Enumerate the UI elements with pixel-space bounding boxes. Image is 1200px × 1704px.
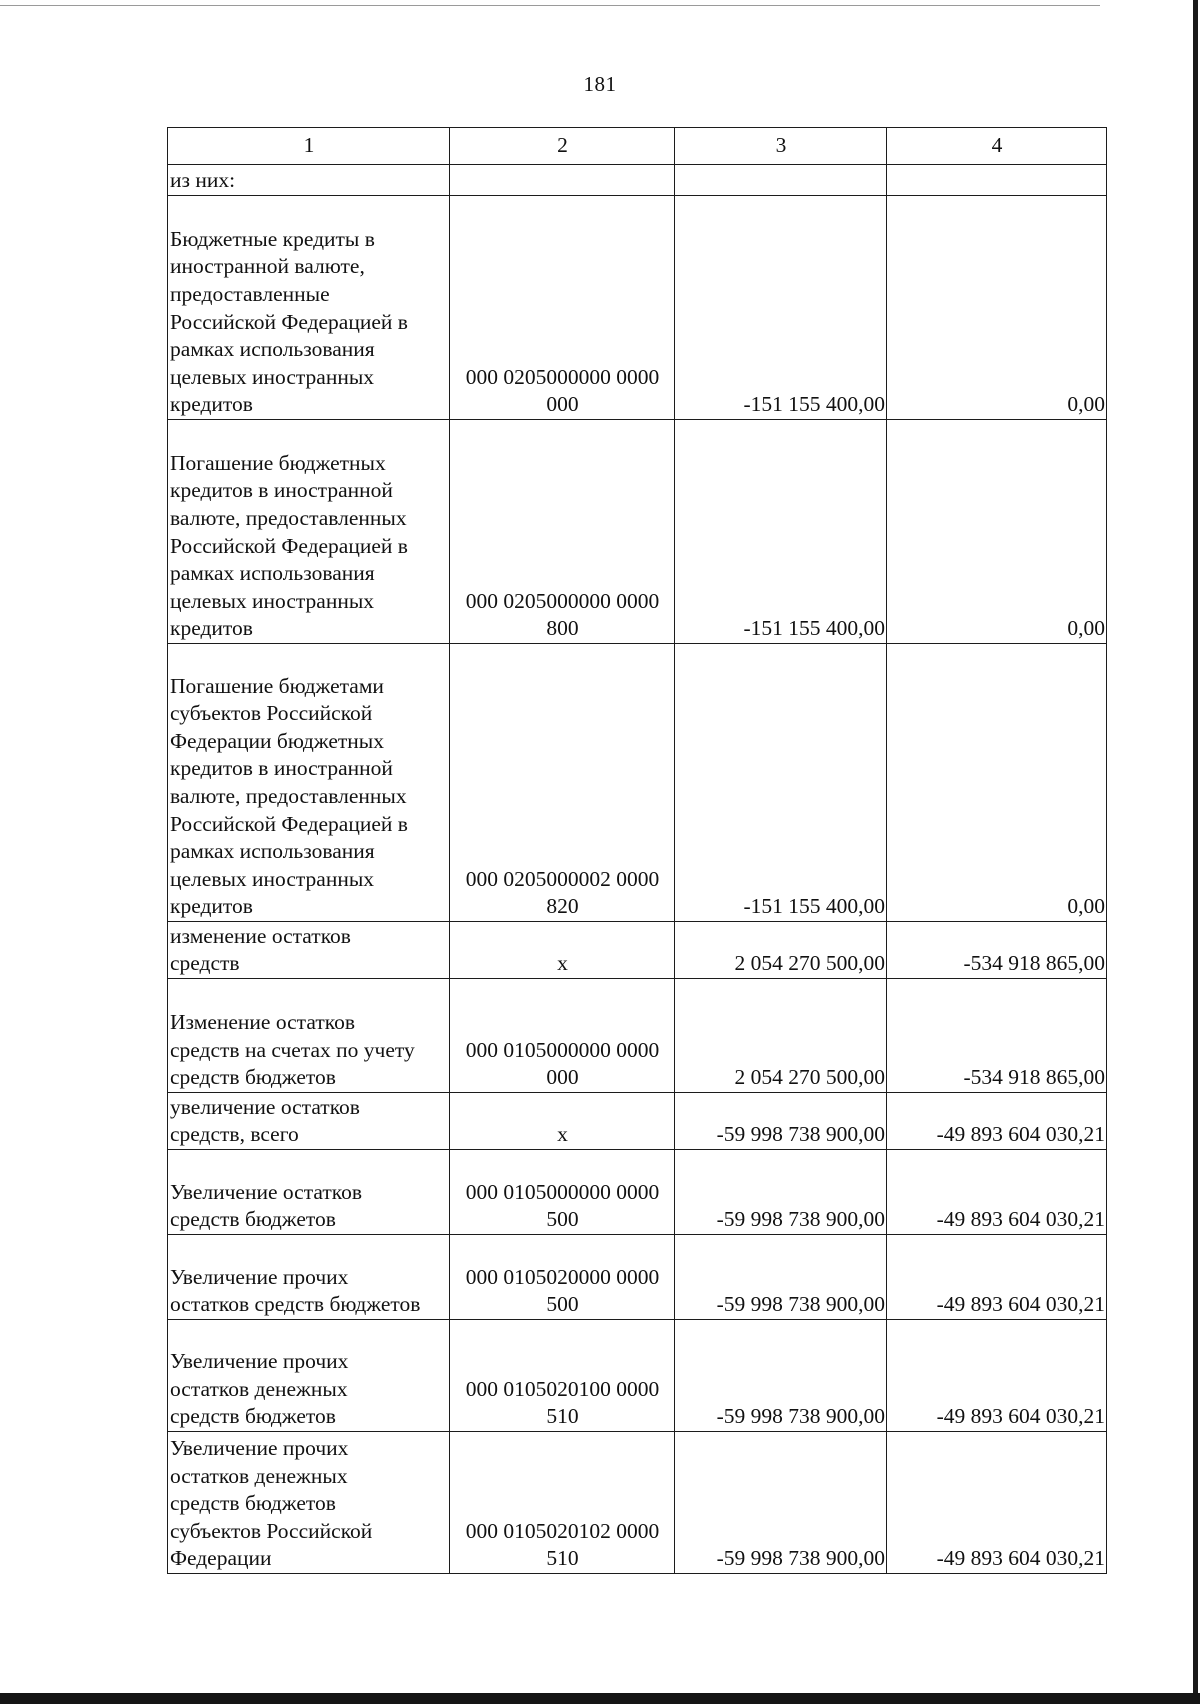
row-code-cell: 000 0105020000 0000 500 [450,1235,675,1320]
header-col-3: 3 [675,128,887,165]
row-name-cell: из них: [168,165,450,196]
row-code-cell [450,165,675,196]
scan-edge-top [0,5,1100,6]
row-col3-cell: -151 155 400,00 [675,420,887,644]
budget-table [167,127,1107,1574]
header-row [168,128,1107,165]
row-col3-cell: -59 998 738 900,00 [675,1150,887,1235]
row-col4-cell [887,165,1107,196]
row-name-cell: Бюджетные кредиты в иностранной валюте, предоставленные Российской Федерацией в рамках использования целевых иностранных кредитов [168,196,450,420]
table-row [168,196,1107,420]
table-row [168,1432,1107,1574]
row-code-cell: 000 0105020100 0000 510 [450,1320,675,1432]
row-col3-cell: 2 054 270 500,00 [675,979,887,1093]
table-row [168,922,1107,979]
row-name-cell: увеличение остатков средств, всего [168,1093,450,1150]
row-col4-cell: -49 893 604 030,21 [887,1235,1107,1320]
row-name-cell: Погашение бюджетами субъектов Российской Федерации бюджетных кредитов в иностранной валюте, предоставленных Российской Федерацией в рамках использования целевых иностранных кредитов [168,644,450,922]
row-name-cell: Изменение остатков средств на счетах по учету средств бюджетов [168,979,450,1093]
row-name-cell: изменение остатков средств [168,922,450,979]
table-row [168,165,1107,196]
row-col3-cell: -151 155 400,00 [675,644,887,922]
table-row [168,1235,1107,1320]
row-code-cell: 000 0105020102 0000 510 [450,1432,675,1574]
row-code-cell: 000 0105000000 0000 500 [450,1150,675,1235]
row-col4-cell: 0,00 [887,644,1107,922]
scan-edge-bottom [0,1693,1200,1704]
scan-edge-right [1193,0,1198,1704]
header-col-2: 2 [450,128,675,165]
row-name-cell: Увеличение прочих остатков средств бюджетов [168,1235,450,1320]
row-col3-cell: -59 998 738 900,00 [675,1093,887,1150]
row-col4-cell: -49 893 604 030,21 [887,1150,1107,1235]
row-col4-cell: -49 893 604 030,21 [887,1432,1107,1574]
row-col3-cell [675,165,887,196]
table-row [168,1093,1107,1150]
table-row [168,1150,1107,1235]
row-col4-cell: 0,00 [887,196,1107,420]
row-code-cell: х [450,922,675,979]
row-code-cell: 000 0205000000 0000 000 [450,196,675,420]
page-number: 181 [583,72,617,96]
table-row [168,1320,1107,1432]
row-col4-cell: -49 893 604 030,21 [887,1320,1107,1432]
row-name-cell: Увеличение прочих остатков денежных средств бюджетов субъектов Российской Федерации [168,1432,450,1574]
row-code-cell: 000 0105000000 0000 000 [450,979,675,1093]
row-code-cell: 000 0205000002 0000 820 [450,644,675,922]
row-col3-cell: -59 998 738 900,00 [675,1320,887,1432]
row-code-cell: х [450,1093,675,1150]
row-col3-cell: -151 155 400,00 [675,196,887,420]
row-name-cell: Погашение бюджетных кредитов в иностранной валюте, предоставленных Российской Федерацией в рамках использования целевых иностранных кредитов [168,420,450,644]
row-col4-cell: -534 918 865,00 [887,979,1107,1093]
row-name-cell: Увеличение прочих остатков денежных средств бюджетов [168,1320,450,1432]
header-col-1: 1 [168,128,450,165]
row-col3-cell: -59 998 738 900,00 [675,1235,887,1320]
table-row [168,979,1107,1093]
row-col3-cell: -59 998 738 900,00 [675,1432,887,1574]
row-code-cell: 000 0205000000 0000 800 [450,420,675,644]
row-col4-cell: 0,00 [887,420,1107,644]
header-col-4: 4 [887,128,1107,165]
table-row [168,644,1107,922]
table-row [168,420,1107,644]
row-name-cell: Увеличение остатков средств бюджетов [168,1150,450,1235]
row-col3-cell: 2 054 270 500,00 [675,922,887,979]
row-col4-cell: -49 893 604 030,21 [887,1093,1107,1150]
row-col4-cell: -534 918 865,00 [887,922,1107,979]
